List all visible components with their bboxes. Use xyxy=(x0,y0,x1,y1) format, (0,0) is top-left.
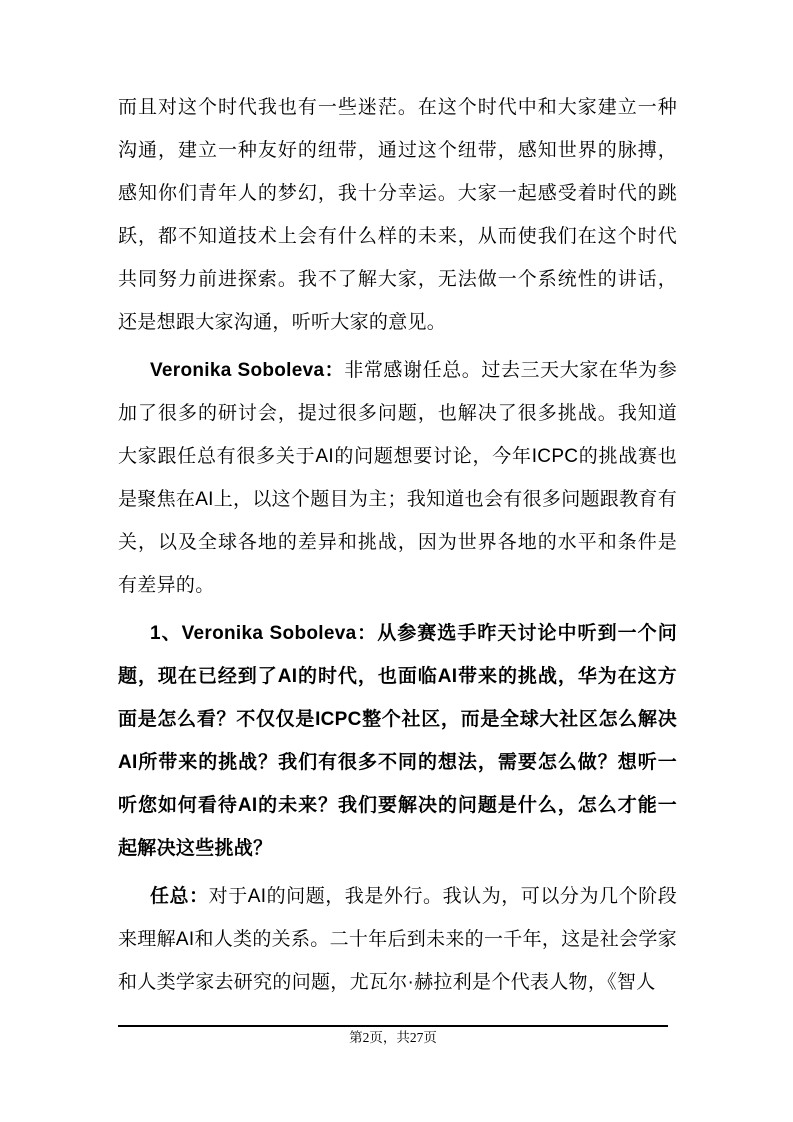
paragraph-text: 非常感谢任总。过去三天大家在华为参加了很多的研讨会，提过很多问题，也解决了很多挑战。我知道大家跟任总有很多关于AI的问题想要讨论，今年ICPC的挑战赛也是聚焦在AI上，以这个题目为主；我知道也会有很多问题跟教育有关，以及全球各地的差异和挑战，因为世界各地的水平和条件是有差异的。 xyxy=(118,360,677,596)
paragraph-text: 而且对这个时代我也有一些迷茫。在这个时代中和大家建立一种沟通，建立一种友好的纽带，通过这个纽带，感知世界的脉搏，感知你们青年人的梦幻，我十分幸运。大家一起感受着时代的跳跃，都不知道技术上会有什么样的未来，从而使我们在这个时代共同努力前进探索。我不了解大家，无法做一个系统性的讲话，还是想跟大家沟通，听听大家的意见。 xyxy=(118,97,677,333)
page-body xyxy=(118,86,677,1009)
speaker-name-label: 任总： xyxy=(150,886,209,907)
paragraph-text: 对于AI的问题，我是外行。我认为，可以分为几个阶段来理解AI和人类的关系。二十年后到未来的一千年，这是社会学家和人类学家去研究的问题，尤瓦尔·赫拉利是个代表人物，《智人 xyxy=(118,886,677,993)
paragraph-continuation xyxy=(118,86,677,344)
paragraph-speaker-veronika xyxy=(118,349,677,607)
page-number-label: 第2页，共27页 xyxy=(349,1030,437,1045)
question-text: 1、Veronika Soboleva：从参赛选手昨天讨论中听到一个问题，现在已经到了AI的时代，也面临AI带来的挑战，华为在这方面是怎么看？不仅仅是ICPC整个社区，而是全球大社区怎么解决AI所带来的挑战？我们有很多不同的想法，需要怎么做？想听一听您如何看待AI的未来？我们要解决的问题是什么，怎么才能一起解决这些挑战？ xyxy=(118,623,677,859)
paragraph-answer-renzong xyxy=(118,875,677,1004)
paragraph-question-1 xyxy=(118,612,677,870)
page-footer xyxy=(118,1025,668,1047)
speaker-name-label: Veronika Soboleva： xyxy=(150,360,345,381)
